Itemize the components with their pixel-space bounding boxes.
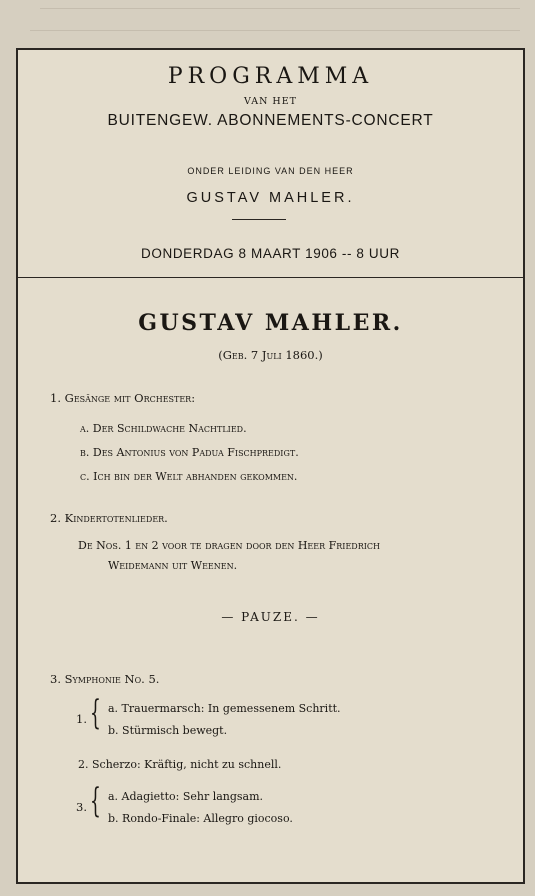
short-divider: [232, 219, 286, 220]
movement-item: b. Stürmisch bewegt.: [108, 724, 228, 737]
part2-heading: 2. Kindertotenlieder.: [50, 511, 168, 525]
conductor-name: GUSTAV MAHLER.: [186, 190, 355, 206]
brace-icon: {: [90, 693, 101, 733]
movement-item: a. Trauermarsch: In gemessenem Schritt.: [108, 702, 341, 715]
movement-item: b. Rondo-Finale: Allegro giocoso.: [108, 812, 293, 825]
song-item: a. Der Schildwache Nachtlied.: [80, 422, 247, 435]
pause-line: — PAUZE. —: [221, 610, 320, 624]
section-divider: [18, 277, 523, 278]
movement-item: 2. Scherzo: Kräftig, nicht zu schnell.: [78, 758, 282, 771]
part1-heading: 1. Gesänge mit Orchester:: [50, 391, 196, 405]
composer-name: GUSTAV MAHLER.: [138, 310, 403, 336]
programme-page: [16, 48, 525, 884]
movement-number: 1.: [76, 712, 87, 726]
concert-name: BUITENGEW. ABONNEMENTS-CONCERT: [107, 112, 434, 129]
leiding-line: ONDER LEIDING VAN DEN HEER: [187, 166, 354, 176]
composer-birth: (Geb. 7 Juli 1860.): [218, 348, 323, 362]
movement-item: a. Adagietto: Sehr langsam.: [108, 790, 264, 803]
song-item: c. Ich bin der Welt abhanden gekommen.: [80, 470, 298, 483]
part2-note-line2: Weidemann uit Weenen.: [108, 559, 238, 572]
song-item: b. Des Antonius von Padua Fischpredigt.: [80, 446, 299, 459]
van-het-line: VAN HET: [244, 96, 297, 107]
part2-note-line1: De Nos. 1 en 2 voor te dragen door den Heer Friedrich: [78, 539, 380, 552]
concert-date: DONDERDAG 8 MAART 1906 -- 8 UUR: [141, 246, 400, 261]
part3-heading: 3. Symphonie No. 5.: [50, 672, 160, 686]
programme-title: PROGRAMMA: [167, 64, 374, 89]
movement-number: 3.: [76, 800, 87, 814]
brace-icon: {: [90, 781, 101, 821]
